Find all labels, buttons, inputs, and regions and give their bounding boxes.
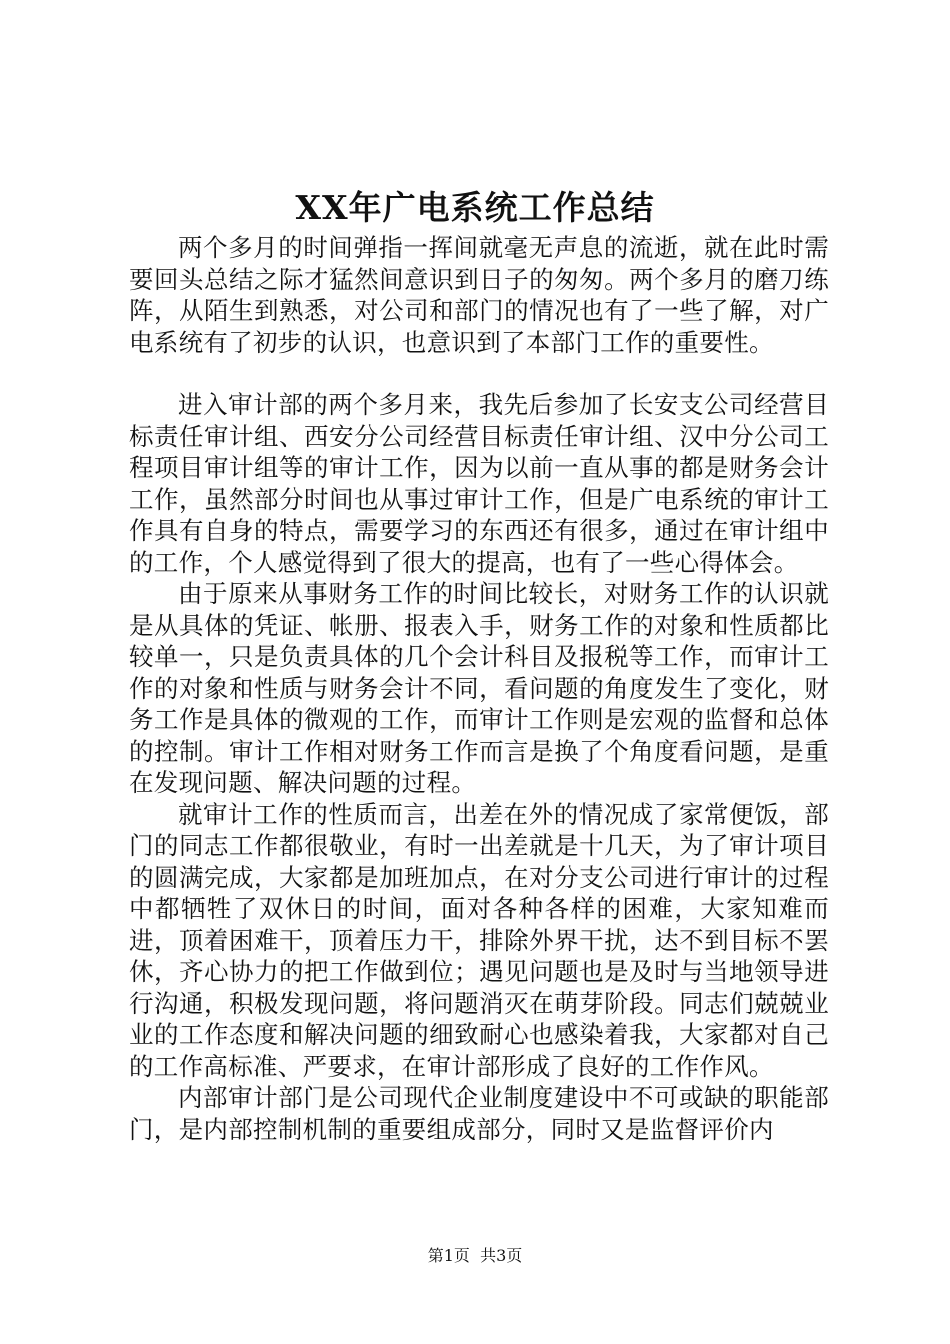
paragraph-audit-experience: 进入审计部的两个多月来，我先后参加了长安支公司经营目标责任审计组、西安分公司经营目标责任审计组、汉中分公司工程项目审计组等的审计工作，因为以前一直从事的都是财务会计工作，虽然部分时间也从事过审计工作，但是广电系统的审计工作具有自身的特点，需要学习的东西还有很多，通过在审计组中的工作，个人感觉得到了很大的提高，也有了一些心得体会。: [129, 390, 829, 577]
page-footer: 第1页 共3页: [427, 1246, 523, 1265]
document-body: [129, 232, 829, 1145]
paragraph-finance-vs-audit: 由于原来从事财务工作的时间比较长，对财务工作的认识就是从具体的凭证、帐册、报表入手，财务工作的对象和性质都比较单一，只是负责具体的几个会计科目及报税等工作，而审计工作的对象和性质与财务会计不同，看问题的角度发生了变化，财务工作是具体的微观的工作，而审计工作则是宏观的监督和总体的控制。审计工作相对财务工作而言是换了个角度看问题，是重在发现问题、解决问题的过程。: [129, 579, 829, 797]
document-title: XX年广电系统工作总结: [295, 188, 655, 227]
paragraph-intro: 两个多月的时间弹指一挥间就毫无声息的流逝，就在此时需要回头总结之际才猛然间意识到日子的匆匆。两个多月的磨刀练阵，从陌生到熟悉，对公司和部门的情况也有了一些了解，对广电系统有了初步的认识，也意识到了本部门工作的重要性。: [129, 233, 829, 357]
paragraph-work-style: 就审计工作的性质而言，出差在外的情况成了家常便饭，部门的同志工作都很敬业，有时一出差就是十几天，为了审计项目的圆满完成，大家都是加班加点，在对分支公司进行审计的过程中都牺牲了双休日的时间，面对各种各样的困难，大家知难而进，顶着困难干，顶着压力干，排除外界干扰，达不到目标不罢休，齐心协力的把工作做到位；遇见问题也是及时与当地领导进行沟通，积极发现问题，将问题消灭在萌芽阶段。同志们兢兢业业的工作态度和解决问题的细致耐心也感染着我，大家都对自己的工作高标准、严要求，在审计部形成了良好的工作作风。: [129, 799, 829, 1081]
paragraph-internal-audit: 内部审计部门是公司现代企业制度建设中不可或缺的职能部门，是内部控制机制的重要组成部分，同时又是监督评价内: [129, 1083, 829, 1144]
